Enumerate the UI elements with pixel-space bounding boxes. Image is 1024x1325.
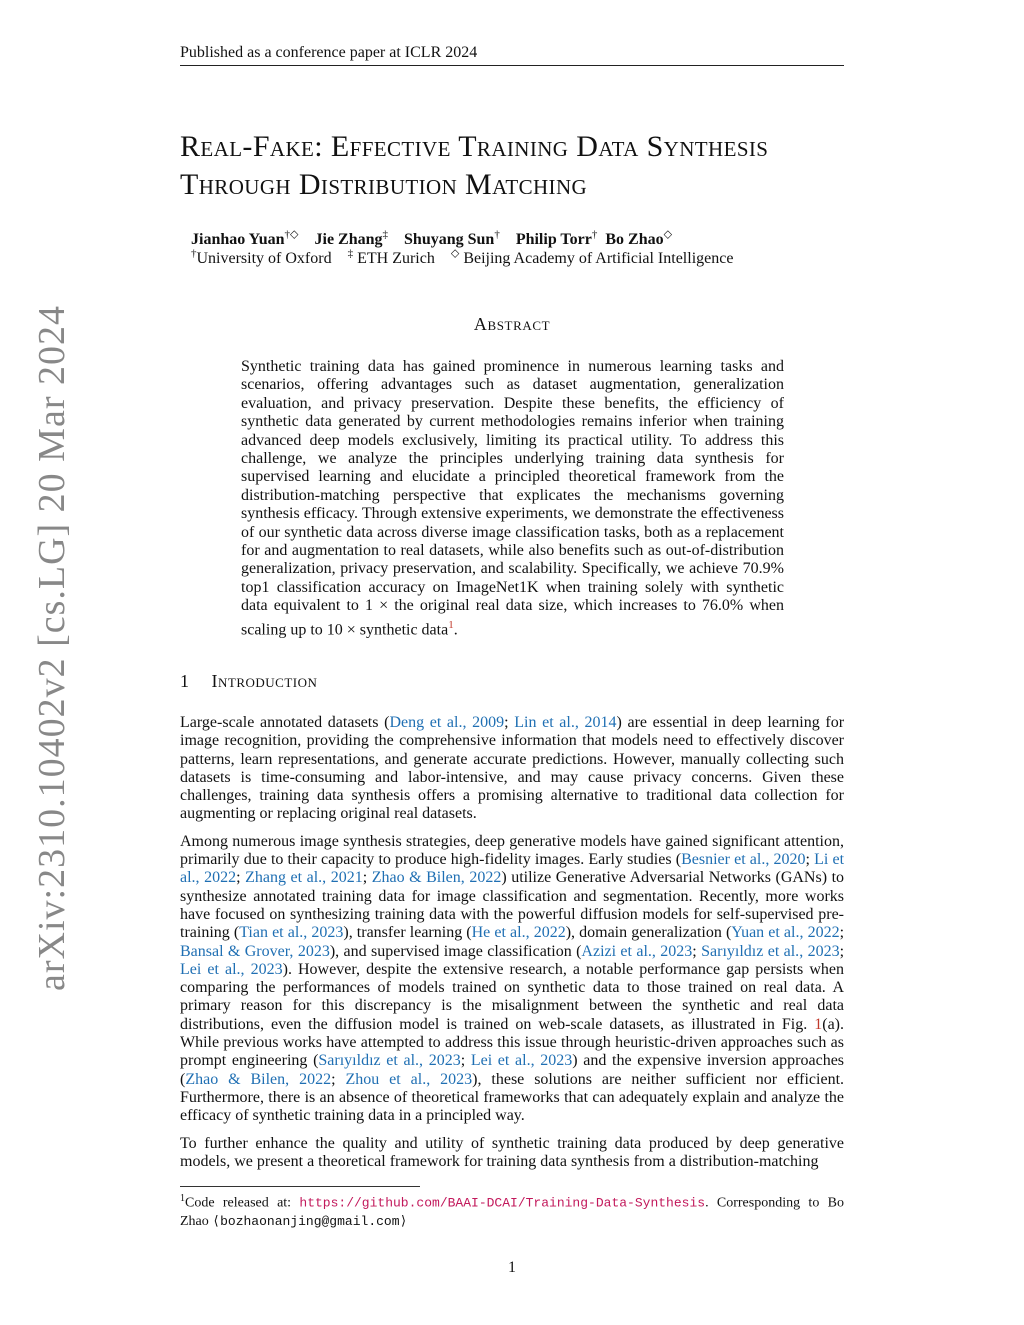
citation-authors: Lei et al. xyxy=(470,1052,531,1070)
citation-year: 2021 xyxy=(330,869,363,887)
citation-authors: Zhao & Bilen xyxy=(185,1070,286,1088)
author xyxy=(605,231,672,248)
citation-year: 2020 xyxy=(773,851,806,869)
paragraph xyxy=(180,714,844,824)
citation-year: 2009 xyxy=(472,714,505,731)
citation-link[interactable]: Lei et al., 2023 xyxy=(180,960,283,978)
author xyxy=(191,231,299,248)
text-run: ) are essential in deep learning for image recognition, providing the comprehensive information that models need to effectively discover patterns, learn representations, and generate accurate predictions. However, manually collecting such datasets is time-consuming and labor-intensive, and may cause privacy concerns. Given these challenges, training data synthesis offers a promising alternative to traditional data collection for augmenting or replacing original real datasets. xyxy=(180,714,845,823)
citation-year: 2023 xyxy=(660,942,693,960)
citation-authors: Zhang et al. xyxy=(245,869,323,887)
citation-authors: He et al. xyxy=(471,924,526,942)
citation-year: 2022 xyxy=(299,1070,332,1088)
citation-link[interactable]: Zhao & Bilen, 2022 xyxy=(185,1070,332,1088)
running-header: Published as a conference paper at ICLR 2024 xyxy=(180,44,478,61)
citation-year: 2014 xyxy=(584,714,617,731)
citation-authors: Li et al. xyxy=(180,851,845,887)
footnote xyxy=(180,1190,844,1231)
abstract-text xyxy=(241,358,784,639)
affiliation-mark: ◇ xyxy=(450,248,460,260)
citation-link[interactable]: Besnier et al., 2020 xyxy=(681,851,806,869)
footnote-divider xyxy=(180,1186,420,1187)
citation-authors: Lei et al. xyxy=(180,960,241,978)
citation-year: 2023 xyxy=(540,1052,573,1070)
citation-link[interactable]: Zhou et al., 2023 xyxy=(345,1070,473,1088)
affiliation-mark: ‡ xyxy=(347,248,354,260)
figure-reference[interactable]: 1 xyxy=(814,1015,823,1033)
paragraph: To further enhance the quality and utility of synthetic training data produced by deep generative models, we present a theoretical framework for training data synthesis from a distribution-matching xyxy=(180,1134,844,1170)
author-mark: † xyxy=(494,229,500,241)
text-run: ), these solutions are neither sufficient nor efficient. Furthermore, there is an absence of theoretical frameworks that can adequately explain and analyze the efficacy of synthetic training data in a principled way. xyxy=(180,1070,845,1125)
citation-year: 2023 xyxy=(297,942,330,960)
affiliation xyxy=(451,250,734,267)
citation-authors: Sarıyıldız et al. xyxy=(701,942,800,960)
citation-authors: Tian et al. xyxy=(239,924,304,942)
introduction-body xyxy=(180,714,844,1180)
title-line-1: Real-Fake: Effective Training Data Synthesis xyxy=(180,130,769,163)
citation-link[interactable] xyxy=(389,714,504,731)
citation-year: 2023 xyxy=(428,1052,461,1070)
text-run: ). However, despite the extensive research, a notable performance gap persists when comparing the performances of models trained on synthetic data to those trained on real data. A primary reason for this discrepancy is the misalignment between the synthetic and real data distributions, even the diffusion model is trained on web-scale datasets, as illustrated in Fig. xyxy=(180,960,844,1033)
abstract-body: Synthetic training data has gained prominence in numerous learning tasks and scenarios, offering advantages such as dataset augmentation, generalization evaluation, and privacy preservation. Despite these benefits, the efficiency of synthetic data generated by current methodologies remains inferior when training advanced deep models exclusively, limiting its practical utility. To address this challenge, we analyze the principles underlying training data synthesis for supervised learning and elucidate a principled theoretical framework from the distribution-matching perspective that explicates the mechanisms governing synthesis efficacy. Through extensive experiments, we demonstrate the effectiveness of our synthetic data across diverse image classification tasks, both as a replacement for and augmentation to real datasets, while also benefits such as out-of-distribution generalization, privacy preservation, and scalability. Specifically, we achieve 70.9% top1 classification accuracy on ImageNet1K when training solely with synthetic data equivalent to 1 × the original real data size, which increases to 76.0% when scaling up to 10 × synthetic data xyxy=(241,358,784,639)
text-run: , xyxy=(462,714,473,731)
citation-authors: Lin et al. xyxy=(514,714,575,731)
citation-authors: Yuan et al. xyxy=(731,924,800,942)
affiliation-name: ETH Zurich xyxy=(357,250,435,268)
citation-link[interactable]: Sarıyıldız et al., 2023 xyxy=(318,1052,461,1070)
contact-email[interactable]: ⟨bozhaonanjing@gmail.com⟩ xyxy=(212,1213,408,1229)
text-run: . Corresponding to Bo Zhao xyxy=(180,1195,844,1229)
title-line-2: Through Distribution Matching xyxy=(180,168,588,201)
citation-authors: Sarıyıldız et al. xyxy=(318,1052,420,1070)
citation-link[interactable] xyxy=(514,714,616,731)
section-title: Introduction xyxy=(211,671,318,691)
arxiv-identifier: arXiv:2310.10402v2 [cs.LG] 20 Mar 2024 xyxy=(31,304,73,992)
citation-link[interactable]: Sarıyıldız et al., 2023 xyxy=(701,942,840,960)
author-name: Jianhao Yuan xyxy=(191,231,285,249)
citation-year: 2023 xyxy=(807,942,840,960)
affiliation-name: University of Oxford xyxy=(196,250,332,268)
repository-link[interactable]: https://github.com/BAAI-DCAI/Training-Data-Synthesis xyxy=(299,1195,706,1211)
citation-link[interactable]: Azizi et al., 2023 xyxy=(581,942,693,960)
citation-year: 2022 xyxy=(533,924,566,942)
abstract-heading: Abstract xyxy=(473,314,551,334)
footnote-reference[interactable]: 1 xyxy=(448,618,454,631)
affiliation-name: Beijing Academy of Artificial Intelligence xyxy=(463,250,734,268)
citation-link[interactable]: Tian et al., 2023 xyxy=(239,924,344,942)
text-run: Among numerous image synthesis strategies, deep generative models have gained significant attention, primarily due to their capacity to produce high-fidelity images. Early studies ( xyxy=(180,832,844,869)
citation-link[interactable]: Yuan et al., 2022 xyxy=(731,924,840,942)
citation-link[interactable]: Zhang et al., 2021 xyxy=(245,869,363,887)
citation-link[interactable]: Zhao & Bilen, 2022 xyxy=(371,869,502,887)
citation-authors: Zhou et al. xyxy=(345,1070,427,1088)
text-run: ; xyxy=(504,714,515,731)
affiliation xyxy=(348,250,435,267)
citation-year: 2023 xyxy=(311,924,344,942)
citation-year: 2022 xyxy=(204,869,237,887)
citation-year: 2022 xyxy=(469,869,502,887)
text-run: Code released at: xyxy=(185,1195,300,1211)
author-name: Jie Zhang xyxy=(314,231,383,249)
text-run: ) utilize Generative Adversarial Networks (GANs) to synthesize annotated training data for image classification and segmentation. Recently, more works have focused on synthesizing training data with the powerful diffusion models for self-supervised pre-training ( xyxy=(180,869,845,942)
citation-year: 2022 xyxy=(807,924,840,942)
author xyxy=(315,231,389,248)
citation-authors: Besnier et al. xyxy=(681,851,766,869)
author-mark: ◇ xyxy=(663,229,673,241)
citation-year: 2023 xyxy=(250,960,283,978)
citation-link[interactable]: He et al., 2022 xyxy=(471,924,566,942)
page-number: 1 xyxy=(508,1259,516,1276)
citation-link[interactable]: Li et al., 2022 xyxy=(180,851,845,887)
section-heading-introduction xyxy=(180,671,317,692)
text-run: Large-scale annotated datasets ( xyxy=(180,714,390,731)
author xyxy=(516,231,598,248)
author-mark: †◇ xyxy=(284,229,299,241)
text-run: ), domain generalization ( xyxy=(565,924,732,942)
citation-link[interactable]: Bansal & Grover, 2023 xyxy=(180,942,330,960)
author xyxy=(404,231,500,248)
author-name: Bo Zhao xyxy=(605,231,664,249)
paragraph: Among numerous image synthesis strategies, deep generative models have gained significant attention, primarily due to their capacity to produce high-fidelity images. Early studies (Besnier et al., 2020; Li et al., 2022; Zhang et al., 2021; Zhao & Bilen, 2022) utilize Generative Adversarial Networks (GANs) to synthesize annotated training data for image classification and segmentation. Recently, more works have focused on synthesizing training data with the powerful diffusion models for self-supervised pre-training (Tian et al., 2023), transfer learning (He et al., 2022), domain generalization (Yuan et al., 2022; Bansal & Grover, 2023), and supervised image classification (Azizi et al., 2023; Sarıyıldız et al., 2023; Lei et al., 2023). However, despite the extensive research, a notable performance gap persists when comparing the performances of models trained on synthetic data to those trained on real data. A primary reason for this discrepancy is the misalignment between the synthetic and real data distributions, even the diffusion model is trained on web-scale datasets, as illustrated in Fig. 1(a). While previous works have attempted to address this issue through heuristic-driven approaches such as prompt engineering (Sarıyıldız et al., 2023; Lei et al., 2023) and the expensive inversion approaches (Zhao & Bilen, 2022; Zhou et al., 2023), these solutions are neither sufficient nor efficient. Furthermore, there is an absence of theoretical frameworks that can adequately explain and analyze the efficacy of synthetic training data in a principled way. xyxy=(180,832,845,1125)
header-divider xyxy=(180,65,844,66)
citation-authors: Bansal & Grover xyxy=(180,942,290,960)
text-run: ) and the expensive inversion approaches ( xyxy=(180,1052,845,1088)
author-mark: ‡ xyxy=(382,229,389,241)
text-run: ), transfer learning ( xyxy=(343,924,472,942)
author-name: Shuyang Sun xyxy=(404,231,495,249)
citation-year: 2023 xyxy=(440,1070,473,1088)
citation-authors: Zhao & Bilen xyxy=(371,869,461,887)
text-run: , xyxy=(574,714,585,731)
citation-link[interactable]: Lei et al., 2023 xyxy=(470,1052,573,1070)
abstract-end: . xyxy=(453,621,458,639)
citation-authors: Deng et al. xyxy=(389,714,463,731)
citation-authors: Azizi et al. xyxy=(581,942,652,960)
affiliation-mark: † xyxy=(191,248,197,260)
author-mark: † xyxy=(591,229,598,241)
text-run: (a). While previous works have attempted to address this issue through heuristic-driven approaches such as prompt engineering ( xyxy=(180,1015,844,1070)
section-number: 1 xyxy=(180,671,190,691)
paper-title xyxy=(180,128,860,204)
text-run: ), and supervised image classification ( xyxy=(329,942,582,960)
affiliation xyxy=(191,250,332,267)
affiliation-list xyxy=(191,247,745,268)
author-name: Philip Torr xyxy=(515,231,592,249)
footnote-mark: 1 xyxy=(180,1193,185,1204)
